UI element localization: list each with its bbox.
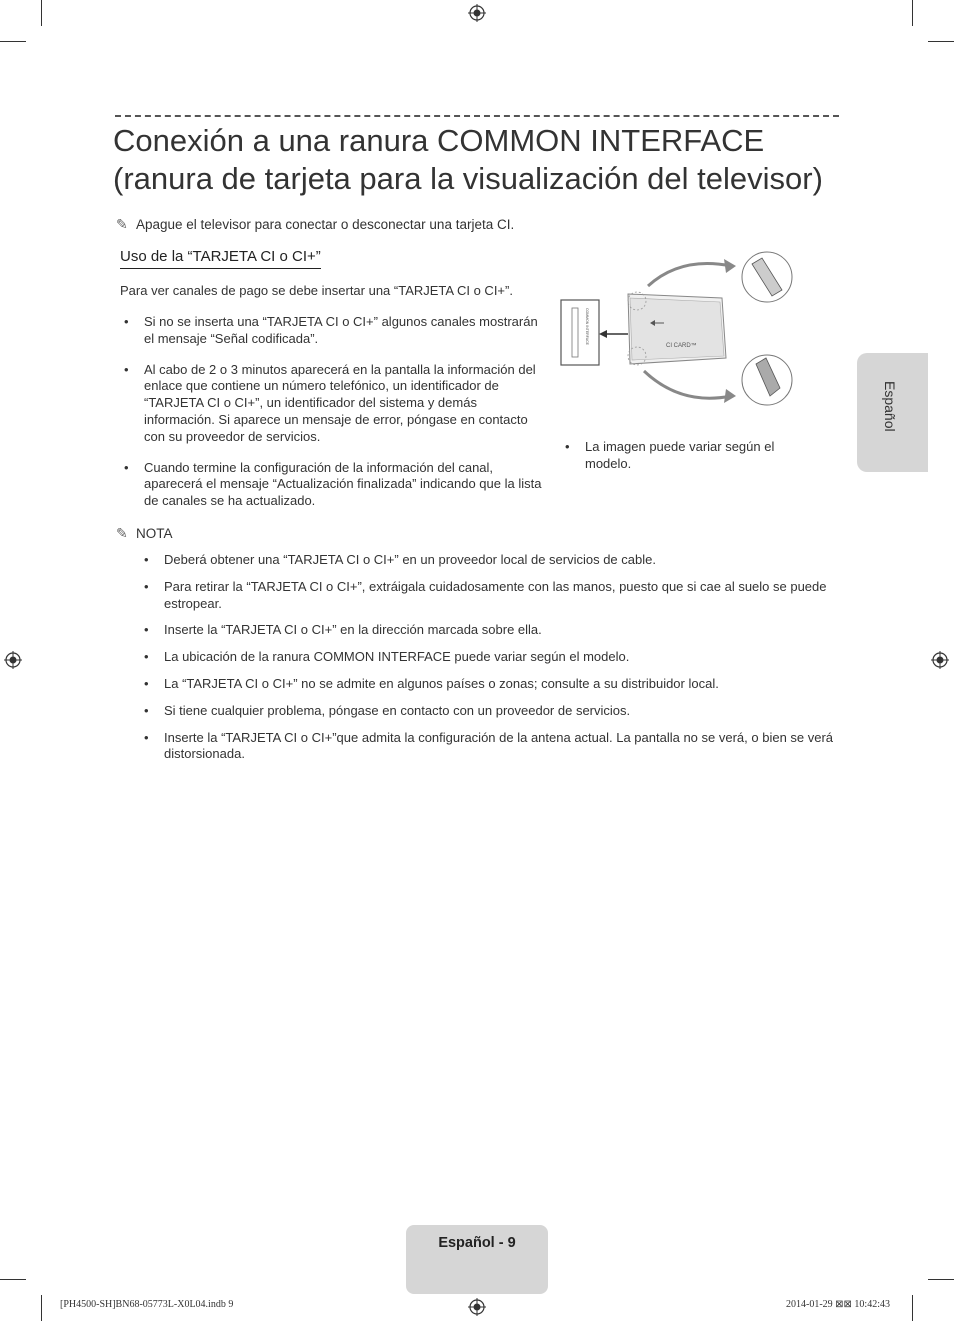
list-item: • Si no se inserta una “TARJETA CI o CI+” algunos canales mostrarán el mensaje “Señal codificada”. bbox=[120, 314, 548, 348]
page-title bbox=[113, 122, 823, 198]
slot-label: COMMON INTERFACE bbox=[585, 308, 589, 345]
list-item: • Si tiene cualquier problema, póngase en contacto con un proveedor de servicios. bbox=[140, 703, 835, 720]
card-label: CI CARD™ bbox=[666, 343, 697, 349]
list-item: • Al cabo de 2 o 3 minutos aparecerá en la pantalla la información del enlace que contiene un número telefónico, un identificador de “TARJETA CI o CI+”, un identificador del sistema y demás información. Si aparece un mensaje de error, póngase en contacto con su proveedor de servicios. bbox=[120, 362, 548, 446]
pencil-note-icon: ✎ bbox=[116, 525, 128, 541]
registration-mark-icon bbox=[931, 651, 949, 669]
crop-mark bbox=[41, 0, 42, 26]
left-bullet-list bbox=[120, 314, 548, 510]
section-subheading: Uso de la “TARJETA CI o CI+” bbox=[120, 248, 321, 269]
registration-mark-icon bbox=[468, 1298, 486, 1316]
crop-mark bbox=[0, 41, 26, 42]
crop-mark bbox=[912, 1295, 913, 1321]
page-number-tab bbox=[406, 1225, 548, 1294]
image-caption: • La imagen puede variar según el modelo. bbox=[561, 439, 801, 473]
top-note-text: Apague el televisor para conectar o desconectar una tarjeta CI. bbox=[136, 217, 515, 232]
nota-bullet-list bbox=[140, 552, 835, 763]
top-note bbox=[116, 216, 514, 233]
footer-timestamp: 2014-01-29 ⊠⊠ 10:42:43 bbox=[786, 1299, 890, 1310]
list-item: • Inserte la “TARJETA CI o CI+” en la dirección marcada sobre ella. bbox=[140, 622, 835, 639]
title-line-1: Conexión a una ranura COMMON INTERFACE bbox=[113, 123, 765, 158]
list-item: • Para retirar la “TARJETA CI o CI+”, extráigala cuidadosamente con las manos, puesto que si cae al suelo se puede estropear. bbox=[140, 579, 835, 613]
crop-mark bbox=[0, 1279, 26, 1280]
crop-mark bbox=[41, 1295, 42, 1321]
title-line-2: (ranura de tarjeta para la visualización del televisor) bbox=[113, 161, 823, 196]
ci-card-illustration bbox=[556, 246, 802, 412]
nota-heading bbox=[116, 525, 173, 542]
list-item: • Deberá obtener una “TARJETA CI o CI+” en un proveedor local de servicios de cable. bbox=[140, 552, 835, 569]
crop-mark bbox=[928, 1279, 954, 1280]
crop-mark bbox=[912, 0, 913, 26]
list-item: • La ubicación de la ranura COMMON INTERFACE puede variar según el modelo. bbox=[140, 649, 835, 666]
list-item: • La “TARJETA CI o CI+” no se admite en algunos países o zonas; consulte a su distribuidor local. bbox=[140, 676, 835, 693]
section-divider bbox=[115, 115, 839, 117]
arrow-icon bbox=[599, 330, 607, 338]
page-label: Español - 9 bbox=[438, 1235, 516, 1251]
side-tab-label: Español bbox=[882, 381, 898, 432]
registration-mark-icon bbox=[4, 651, 22, 669]
nota-label: NOTA bbox=[136, 526, 173, 541]
registration-mark-icon bbox=[468, 4, 486, 22]
footer-filename: [PH4500-SH]BN68-05773L-X0L04.indb 9 bbox=[60, 1299, 234, 1310]
language-side-tab bbox=[857, 353, 928, 472]
image-caption-list bbox=[561, 439, 801, 473]
pencil-note-icon: ✎ bbox=[116, 216, 128, 232]
list-item: • Inserte la “TARJETA CI o CI+”que admita la configuración de la antena actual. La pantalla no se verá, o bien se verá distorsionada. bbox=[140, 730, 835, 764]
crop-mark bbox=[928, 41, 954, 42]
list-item: • Cuando termine la configuración de la información del canal, aparecerá el mensaje “Actualización finalizada” indicando que la lista de canales se ha actualizado. bbox=[120, 460, 548, 510]
intro-paragraph: Para ver canales de pago se debe insertar una “TARJETA CI o CI+”. bbox=[120, 283, 513, 298]
